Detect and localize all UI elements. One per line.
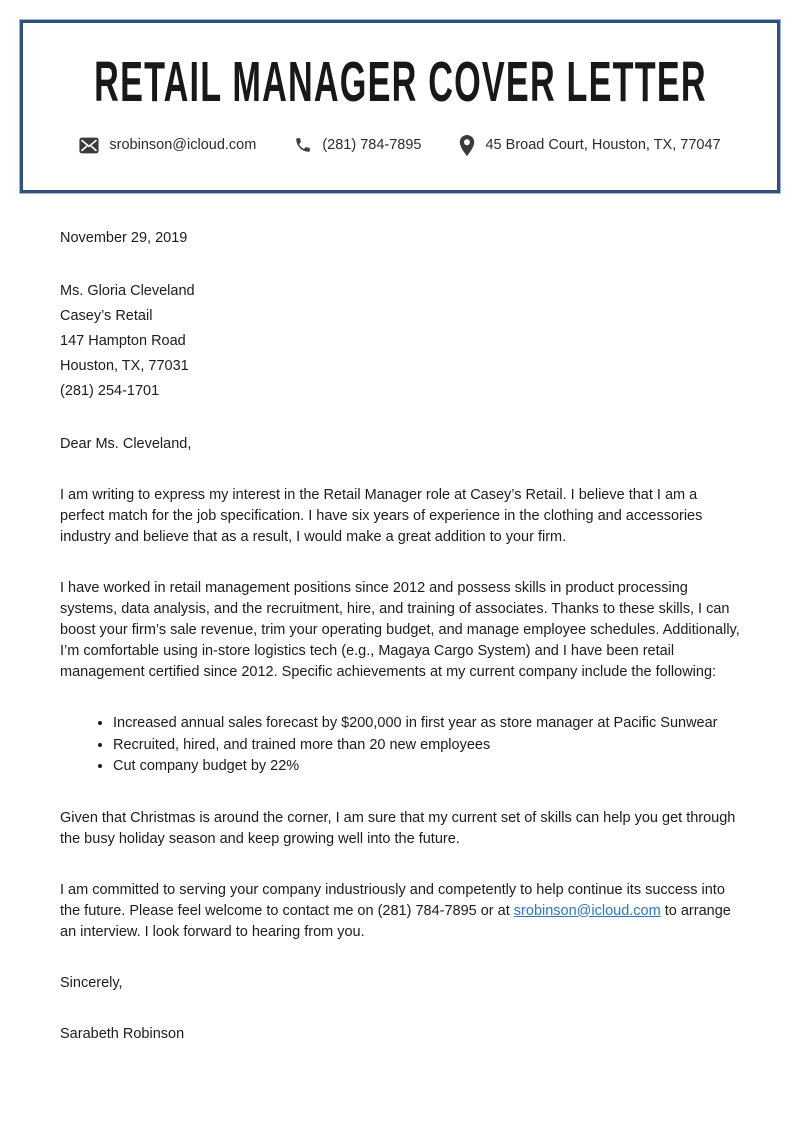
- contact-phone: [294, 136, 421, 154]
- achievement-item: • Cut company budget by 22%: [113, 756, 740, 778]
- signature-name: Sarabeth Robinson: [60, 1025, 185, 1042]
- letter-date: November 29, 2019: [60, 230, 188, 246]
- location-icon: [459, 135, 475, 156]
- recipient-block: [60, 279, 740, 404]
- signoff: Sincerely,: [60, 974, 123, 991]
- recipient-street: 147 Hampton Road: [60, 333, 186, 349]
- page-title: RETAIL MANAGER COVER LETTER: [93, 50, 707, 114]
- email-icon: [79, 137, 99, 154]
- achievement-list: [60, 713, 740, 778]
- achievement-item: • Increased annual sales forecast by $200,000 in first year as store manager at Pacific Sunwear: [113, 713, 740, 735]
- recipient-phone: (281) 254-1701: [60, 383, 160, 399]
- recipient-city: Houston, TX, 77031: [60, 358, 189, 374]
- email-link[interactable]: srobinson@icloud.com: [513, 902, 661, 919]
- contact-email-text: srobinson@icloud.com: [109, 137, 257, 154]
- recipient-name: Ms. Gloria Cleveland: [60, 283, 195, 299]
- phone-icon: [294, 136, 312, 154]
- closing-text-before-link: I am committed to serving your company industriously and competently to help continue its success into the future. Please feel welcome to contact me on (281) 784-7895 or at: [60, 881, 725, 919]
- closing-text-after-link: to arrange an interview. I look forward to hearing from you.: [60, 902, 731, 940]
- contact-row: [79, 135, 720, 156]
- contact-address-text: 45 Broad Court, Houston, TX, 77047: [485, 137, 721, 154]
- paragraph-experience: I have worked in retail management positions since 2012 and possess skills in product processing systems, data analysis, and the recruitment, hire, and training of associates. Thanks to these skills, I can boost your firm’s sale revenue, trim your operating budget, and manage employee schedules. Additionally, I’m comfortable using in-store logistics tech (e.g., Magaya Cargo System) and I have been retail management certified since 2012. Specific achievements at my current company include the following:: [60, 580, 740, 680]
- contact-phone-text: (281) 784-7895: [322, 137, 422, 154]
- paragraph-holiday: Given that Christmas is around the corner, I am sure that my current set of skills can help you get through the busy holiday season and keep growing well into the future.: [60, 809, 736, 847]
- salutation: Dear Ms. Cleveland,: [60, 436, 192, 452]
- contact-email: [79, 137, 256, 154]
- paragraph-intro: I am writing to express my interest in the Retail Manager role at Casey’s Retail. I believe that I am a perfect match for the job specification. I have six years of experience in the clothing and accessories industry and believe that as a result, I would make a great addition to your firm.: [60, 487, 703, 545]
- letter-header: [20, 20, 780, 193]
- contact-address: [459, 135, 720, 156]
- achievement-item: • Recruited, hired, and trained more than 20 new employees: [113, 735, 740, 757]
- paragraph-closing: [60, 880, 740, 943]
- recipient-company: Casey’s Retail: [60, 308, 153, 324]
- letter-body: [0, 193, 800, 1045]
